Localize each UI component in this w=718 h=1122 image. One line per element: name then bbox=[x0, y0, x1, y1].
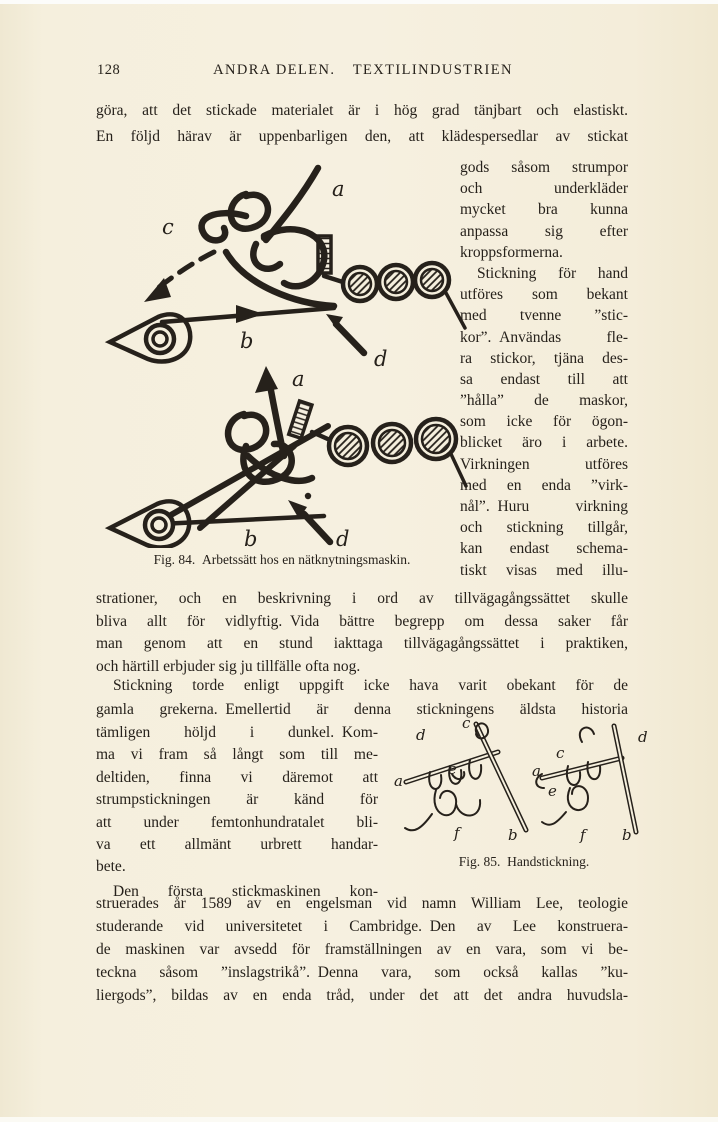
paragraph-bottom bbox=[96, 892, 628, 1007]
bottom-diagram bbox=[110, 366, 466, 548]
text-line: gamla grekerna. Emellertid är denna stickningens äldsta historia bbox=[96, 701, 628, 718]
text-line: med tvenne ”stic- bbox=[460, 307, 628, 325]
label-d-top: d bbox=[374, 347, 388, 371]
text-line: va ett allmänt urbrett handar- bbox=[96, 835, 378, 853]
text-line: de maskinen var avsedd för framställningen av en vara, som vi be- bbox=[96, 941, 628, 958]
text-line: ”hålla” de maskor, bbox=[460, 392, 628, 410]
text-line: anpassa sig efter bbox=[460, 222, 628, 240]
text-line: liergods”, bildas av en enda tråd, under det att det andra huvudsla- bbox=[96, 987, 628, 1004]
text-line: Virkningen utföres bbox=[460, 455, 628, 473]
paragraph-after-fig84 bbox=[96, 588, 628, 678]
text-line: göra, att det stickade materialet är i hög grad tänjbart och elastiskt. bbox=[96, 102, 628, 119]
figure-84-caption: Fig. 84. Arbetssätt hos en nätknytningsmaskin. bbox=[153, 552, 411, 567]
label-a-left: a bbox=[394, 772, 403, 790]
text-line: blicket äro i arbete. bbox=[460, 434, 628, 452]
net-knotting-machine-diagram bbox=[96, 156, 468, 548]
text-line: bliva allt för vidlyftig. Vida bättre begrepp om dessa saker får bbox=[96, 612, 628, 630]
label-b-left: b bbox=[508, 826, 518, 844]
column-left bbox=[96, 722, 378, 903]
scan-edge-top bbox=[0, 0, 718, 4]
text-line: gods såsom strumpor bbox=[460, 159, 628, 176]
figure-85 bbox=[390, 716, 658, 870]
text-line: ra stickor, tjäna des- bbox=[460, 349, 628, 367]
label-c-right: c bbox=[556, 744, 565, 762]
text-line: Stickning torde enligt uppgift icke hava varit obekant för de bbox=[113, 677, 628, 694]
text-line: strationer, och en beskrivning i ord av tillvägagångssättet skulle bbox=[96, 590, 628, 607]
paragraph-col-left-1 bbox=[96, 722, 378, 879]
text-line: teckna såsom ”inslagstrikå”. Denna vara, som också kallas ”ku- bbox=[96, 964, 628, 981]
label-a-bottom: a bbox=[292, 367, 305, 391]
label-f-right: f bbox=[580, 826, 586, 844]
figure-85-caption: Fig. 85. Handstickning. bbox=[458, 854, 590, 869]
text-line: kan endast schema- bbox=[460, 540, 628, 558]
text-line: och underkläder bbox=[460, 180, 628, 198]
label-f-left: f bbox=[454, 824, 460, 842]
text-line: En följd härav är uppenbarligen den, att klädespersedlar av stickat bbox=[96, 128, 628, 145]
text-line: tämligen höljd i dunkel. Kom- bbox=[96, 724, 378, 741]
label-a-top: a bbox=[332, 177, 345, 201]
hand-knitting-diagram bbox=[390, 716, 658, 846]
text-line: man genom att en stund iakttaga tillvägagångssättet i praktiken, bbox=[96, 635, 628, 653]
text-line: kroppsformerna. bbox=[460, 243, 563, 261]
paragraph-col-right-1 bbox=[460, 157, 628, 263]
label-c-top: c bbox=[162, 215, 174, 239]
paragraph-intro bbox=[96, 98, 628, 150]
text-line: Stickning för hand bbox=[477, 264, 628, 282]
label-d-right: d bbox=[638, 728, 648, 746]
label-c-left: c bbox=[462, 716, 471, 732]
mesh-rollers-top bbox=[343, 263, 465, 328]
page-number: 128 bbox=[97, 62, 121, 78]
text-line: nål”. Huru virkning bbox=[460, 498, 628, 515]
text-line: strumpstickningen är känd för bbox=[96, 791, 378, 809]
label-a-right: a bbox=[532, 762, 541, 780]
text-line: med en enda ”virk- bbox=[460, 476, 628, 494]
text-line: mycket bra kunna bbox=[460, 201, 628, 219]
paragraph-stickning-history bbox=[96, 674, 628, 722]
label-b-bottom: b bbox=[244, 527, 258, 548]
running-title: ANDRA DELEN. TEXTILINDUSTRIEN bbox=[213, 62, 513, 78]
label-b-top: b bbox=[240, 329, 254, 353]
text-line: ma vi fram så långt som till me- bbox=[96, 746, 378, 764]
hand-knitting-right bbox=[536, 726, 636, 832]
column-right bbox=[460, 157, 628, 581]
figure-84 bbox=[96, 156, 468, 568]
label-b-right: b bbox=[622, 826, 632, 844]
label-d-left: d bbox=[416, 726, 426, 744]
label-e-right: e bbox=[548, 782, 557, 800]
text-line: deltiden, finna vi däremot att bbox=[96, 768, 378, 786]
paragraph-col-right-2 bbox=[460, 263, 628, 581]
label-d-bottom: d bbox=[336, 527, 350, 548]
label-e-left: e bbox=[448, 760, 457, 778]
text-line: bete. bbox=[96, 858, 126, 876]
text-line: och härtill erbjuder sig ju tillfälle ofta nog. bbox=[96, 657, 361, 675]
text-line: studerande vid universitetet i Cambridge. Den av Lee konstruera- bbox=[96, 918, 628, 935]
text-line: och stickning tillgår, bbox=[460, 519, 628, 537]
mesh-rollers-bottom bbox=[329, 419, 466, 486]
text-line: tiskt visas med illu- bbox=[460, 561, 628, 579]
text-line: som icke för ögon- bbox=[460, 413, 628, 431]
scan-edge-bottom bbox=[0, 1117, 718, 1122]
text-line: utföres som bekant bbox=[460, 286, 628, 304]
text-line: Den första stickmaskinen kon- bbox=[113, 882, 378, 900]
text-line: sa endast till att bbox=[460, 370, 628, 388]
top-diagram bbox=[110, 168, 465, 362]
text-line: struerades år 1589 av en engelsman vid namn William Lee, teologie bbox=[96, 895, 628, 912]
text-line: kor”. Användas fle- bbox=[460, 328, 628, 346]
text-line: att under femtonhundratalet bli- bbox=[96, 813, 378, 831]
